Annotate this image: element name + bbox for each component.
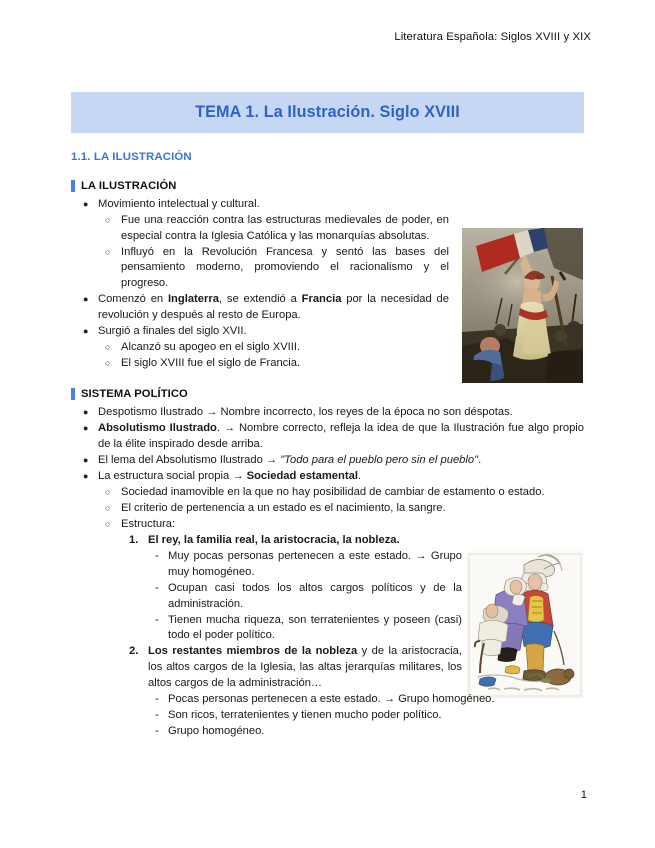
emphasis-francia: Francia	[301, 293, 342, 306]
list-item	[154, 613, 584, 644]
subsection-la-ilustracion	[71, 180, 584, 192]
subsection-heading-label: LA ILUSTRACIÓN	[81, 180, 177, 192]
list-item-text: Despotismo Ilustrado → Nombre incorrecto, los reyes de la época no son déspotas.	[98, 406, 513, 419]
list-item	[101, 485, 584, 501]
bullet-dash-icon: -	[155, 708, 159, 721]
list-item	[77, 197, 584, 213]
list-item	[77, 292, 584, 323]
list-item-text: Pocas personas pertenecen a este estado. → Grupo homogéneo.	[168, 692, 495, 705]
list-item	[101, 245, 584, 292]
bullet-dash-icon: -	[155, 550, 159, 563]
list-item-text-pre: Comenzó en	[98, 293, 168, 306]
numbered-list-item-2	[129, 644, 584, 691]
list-item-text: Movimiento intelectual y cultural.	[98, 198, 260, 210]
list-la-ilustracion	[71, 197, 584, 372]
subsection-heading-label: SISTEMA POLÍTICO	[81, 388, 188, 401]
bullet-dash-icon: -	[155, 692, 159, 705]
list-item	[77, 324, 584, 340]
list-item	[101, 213, 584, 244]
bullet-disc-icon: ●	[83, 470, 89, 481]
marker-bar-icon	[71, 180, 75, 192]
list-item-text: El siglo XVIII fue el siglo de Francia.	[121, 356, 301, 369]
list-item-text: Influyó en la Revolución Francesa y sentó las bases del pensamiento moderno, promoviendo el racionalismo y el progreso.	[121, 245, 449, 289]
emphasis-absolutismo-ilustrado: Absolutismo Ilustrado	[98, 422, 217, 435]
list-item-text: Son ricos, terratenientes y tienen mucho poder político.	[168, 708, 442, 721]
list-item	[77, 421, 584, 452]
list-sistema-politico	[71, 405, 584, 739]
document-body	[71, 151, 584, 740]
bullet-circle-icon: ○	[105, 215, 111, 226]
emphasis-inglaterra: Inglaterra	[167, 293, 219, 306]
list-item	[101, 501, 584, 517]
list-item	[154, 692, 584, 708]
bullet-circle-icon: ○	[105, 503, 111, 514]
bullet-disc-icon: ●	[83, 325, 89, 336]
bullet-dash-icon: -	[155, 724, 159, 737]
numbered-list-item-1	[129, 533, 584, 549]
list-item	[77, 469, 584, 485]
list-item-text: Alcanzó su apogeo en el siglo XVIII.	[121, 340, 301, 353]
list-item	[77, 405, 584, 421]
numbered-item-text-bold: Los restantes miembros de la nobleza	[148, 645, 358, 658]
emphasis-sociedad-estamental: Sociedad estamental	[246, 469, 358, 482]
list-item	[154, 708, 584, 724]
numbered-item-text: El rey, la familia real, la aristocracia, la nobleza.	[148, 534, 400, 547]
list-item-text: Surgió a finales del siglo XVII.	[98, 324, 247, 337]
numbered-item-text-rest: y de la aristocracia, los altos cargos de la Iglesia, las altas jerarquías militares, los altos cargos de la administración…	[148, 645, 462, 689]
list-item-text: Grupo homogéneo.	[168, 724, 265, 737]
bullet-disc-icon: ●	[83, 454, 89, 465]
list-item-text-post: por la necesidad de revolución y después al resto de Europa.	[98, 293, 449, 321]
list-item	[154, 724, 584, 740]
running-header: Literatura Española: Siglos XVIII y XIX	[394, 31, 591, 43]
list-item-text: . → Nombre correcto, refleja la idea de que la Ilustración fue algo propio de la élite inspirado desde arriba.	[98, 422, 584, 450]
bullet-disc-icon: ●	[83, 423, 89, 434]
list-item	[101, 356, 584, 372]
bullet-circle-icon: ○	[105, 341, 111, 352]
bullet-circle-icon: ○	[105, 487, 111, 497]
bullet-dash-icon: -	[155, 613, 159, 626]
list-number: 1.	[129, 534, 139, 547]
bullet-circle-icon: ○	[105, 357, 111, 368]
section-heading: 1.1. LA ILUSTRACIÓN	[71, 151, 192, 163]
list-item-text: Fue una reacción contra las estructuras medievales de poder, en especial contra la Iglesia Católica y las monarquías absolutas.	[121, 214, 449, 242]
bullet-disc-icon: ●	[83, 199, 89, 209]
list-item	[101, 517, 584, 533]
bullet-circle-icon: ○	[105, 519, 111, 530]
list-item-text-pre: El lema del Absolutismo Ilustrado →	[98, 453, 281, 466]
list-item-text-post: .	[478, 453, 482, 466]
bullet-circle-icon: ○	[105, 246, 111, 257]
list-item-text: Muy pocas personas pertenecen a este estado. → Grupo muy homogéneo.	[168, 550, 462, 578]
list-item-text: Ocupan casi todos los altos cargos políticos y de la administración.	[168, 582, 462, 610]
list-item-text-post: .	[357, 469, 362, 482]
list-number: 2.	[129, 645, 139, 658]
list-item	[154, 549, 584, 580]
bullet-dash-icon: -	[155, 582, 159, 595]
bullet-disc-icon: ●	[83, 294, 89, 305]
quote-lema-absolutismo: "Todo para el pueblo pero sin el pueblo"	[280, 453, 479, 466]
list-item	[154, 581, 584, 612]
subsection-sistema-politico	[71, 388, 584, 400]
list-item-text-mid: , se extendió a	[218, 293, 302, 306]
list-item-text: Tienen mucha riqueza, son terratenientes y poseen (casi) todo el poder político.	[168, 613, 462, 642]
list-item-text: El criterio de pertenencia a un estado es el nacimiento, la sangre.	[121, 502, 446, 515]
list-item-text-pre: La estructura social propia →	[98, 469, 247, 482]
page-title: TEMA 1. La Ilustración. Siglo XVIII	[195, 103, 460, 121]
bullet-disc-icon: ●	[83, 407, 89, 418]
list-item-text: Estructura:	[121, 518, 176, 531]
list-item	[77, 453, 584, 469]
title-banner	[71, 92, 584, 133]
block-spacer	[71, 372, 584, 388]
page-number: 1	[580, 789, 587, 801]
list-item-text: Sociedad inamovible en la que no hay posibilidad de cambiar de estamento o estado.	[121, 486, 545, 498]
marker-bar-icon	[71, 388, 75, 400]
list-item	[101, 340, 584, 356]
